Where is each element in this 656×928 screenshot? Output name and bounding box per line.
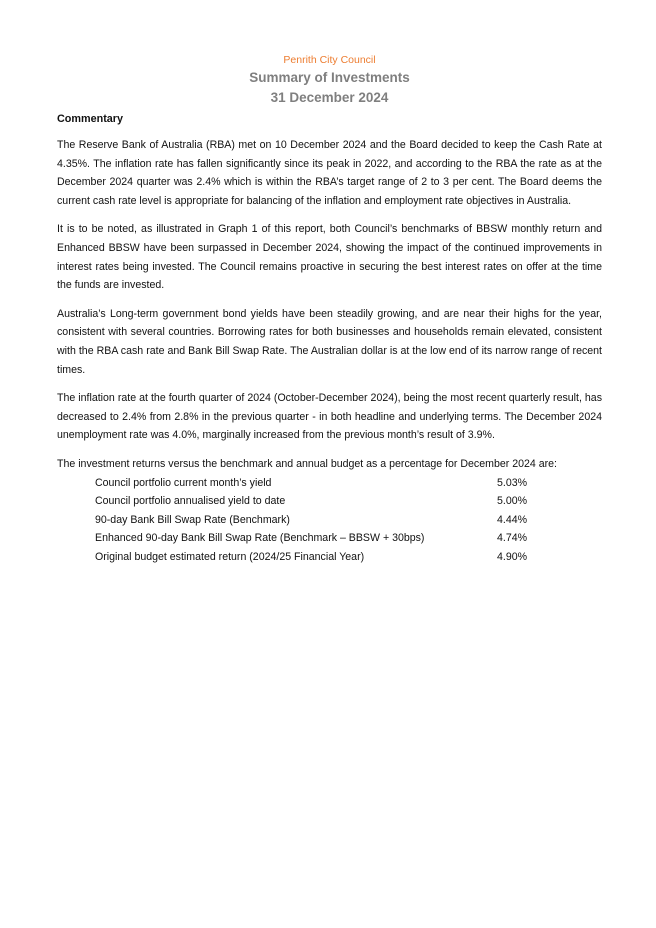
return-label: Original budget estimated return (2024/25 Financial Year): [95, 550, 365, 563]
return-value: 4.44%: [497, 513, 528, 526]
return-value: 4.90%: [497, 550, 528, 563]
table-row: [95, 529, 577, 548]
paragraph-rba: The Reserve Bank of Australia (RBA) met on 10 December 2024 and the Board decided to keep the Cash Rate at 4.35%. The inflation rate has fallen significantly since its peak in 2022, and according to the RBA the rate as at the December 2024 quarter was 2.4% which is within the RBA’s target range of 2 to 3 per cent. The Board deems the current cash rate level is appropriate for balancing of the inflation and employment rate objectives in Australia.: [57, 139, 602, 207]
table-row: [95, 548, 577, 567]
table-row: [95, 492, 577, 511]
table-row: [95, 474, 577, 493]
return-label: 90-day Bank Bill Swap Rate (Benchmark): [95, 513, 290, 526]
returns-table: [95, 474, 577, 567]
return-value: 5.03%: [497, 476, 528, 489]
paragraph-inflation: The inflation rate at the fourth quarter of 2024 (October-December 2024), being the most recent quarterly result, has decreased to 2.4% from 2.8% in the previous quarter - in both headline and underlying terms. The December 2024 unemployment rate was 4.0%, marginally increased from the previous month’s result of 3.9%.: [57, 392, 602, 442]
return-label: Council portfolio current month’s yield: [95, 476, 272, 489]
table-row: [95, 511, 577, 530]
organisation-name: Penrith City Council: [283, 54, 376, 66]
report-title: Summary of Investments: [249, 70, 410, 85]
paragraph-benchmarks: It is to be noted, as illustrated in Graph 1 of this report, both Council’s benchmarks of BBSW monthly return and Enhanced BBSW have been surpassed in December 2024, showing the impact of the continued improvements in interest rates being invested. The Council remains proactive in securing the best interest rates on offer at the time the funds are invested.: [57, 223, 602, 292]
return-label: Council portfolio annualised yield to date: [95, 495, 286, 508]
paragraph-bond-yields: Australia’s Long-term government bond yields have been steadily growing, and are near their highs for the year, consistent with several countries. Borrowing rates for both businesses and households remain elevated, consistent with the RBA cash rate and Bank Bill Swap Rate. The Australian dollar is at the low end of its narrow range of recent times.: [57, 307, 602, 376]
return-label: Enhanced 90-day Bank Bill Swap Rate (Benchmark – BBSW + 30bps): [95, 532, 425, 545]
section-heading: Commentary: [57, 113, 123, 125]
report-date: 31 December 2024: [270, 90, 389, 105]
document-page: [57, 52, 602, 566]
returns-intro: The investment returns versus the benchmark and annual budget as a percentage for December 2024 are:: [57, 457, 557, 470]
return-value: 4.74%: [497, 532, 528, 545]
return-value: 5.00%: [497, 495, 528, 508]
